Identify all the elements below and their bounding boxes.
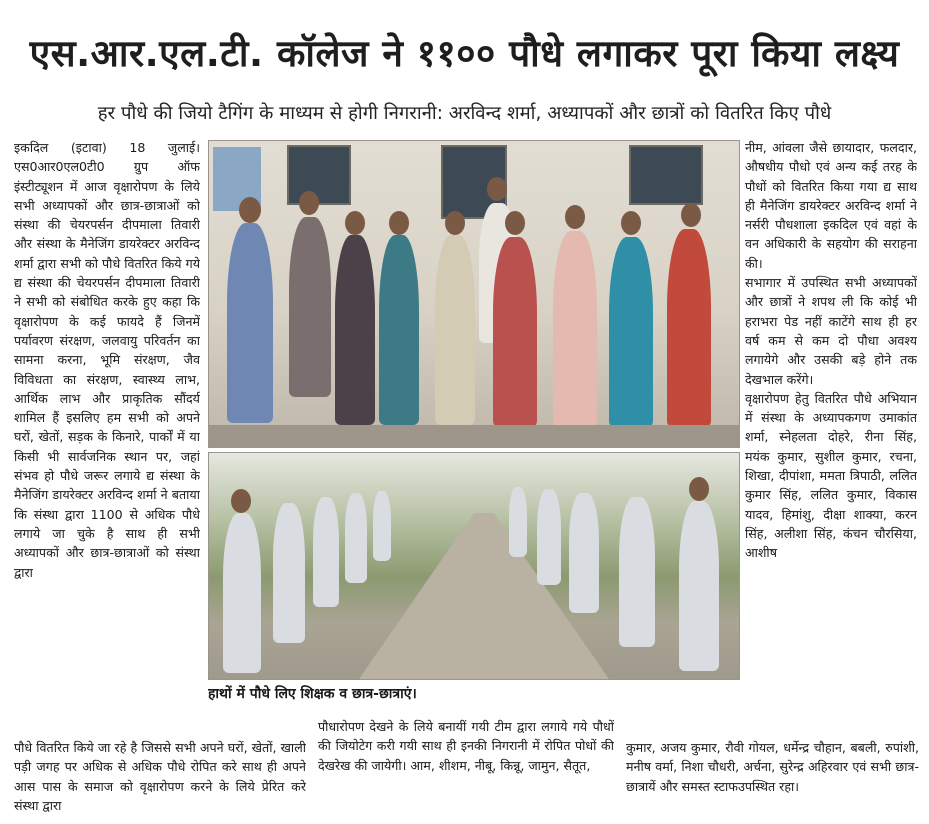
student: [345, 493, 367, 583]
student: [569, 493, 599, 613]
person-head: [681, 203, 701, 227]
person: [335, 235, 375, 425]
subheadline: हर पौधे की जियो टैगिंग के माध्यम से होगी निगरानी: अरविन्द शर्मा, अध्यापकों और छात्रों को वितरित किए पौधे: [97, 103, 832, 124]
person-head: [505, 211, 525, 235]
person: [609, 237, 653, 427]
right-column: [745, 138, 917, 738]
student: [619, 497, 655, 647]
person-head: [445, 211, 465, 235]
right-column-paragraph-3: वृक्षारोपण हेतु वितरित पौधे अभियान में संस्था के अध्यापकगण उमाकांत शर्मा, स्नेहलता दोहरे, रीना सिंह, मयंक कुमार, सुशील कुमार, रचना, शिखा, दीपांशा, ममता त्रिपाठी, ललित कुमार सिंह, ललित कुमार, विकास यादव, हिमांशु, दीक्षा शाक्या, करन सिंह, अलीशा सिंह, कंचन चौरसिया, आशीष: [745, 390, 917, 561]
student: [373, 491, 391, 561]
bottom-left-text: [14, 738, 306, 820]
person: [553, 231, 597, 427]
person: [227, 223, 273, 423]
bottom-left-paragraph: पौधे वितरित किये जा रहे है जिससे सभी अपने घरों, खेतों, खाली पड़ी जगह पर अधिक से अधिक पौधे रोपित करे साथ ही अपने आस पास के समाज को वृक्षारोपण करने के लिये प्रेरित करे संस्था द्वारा: [14, 740, 306, 813]
road-photo: [208, 452, 740, 680]
right-column-paragraph-1: नीम, आंवला जैसे छायादार, फलदार, औषधीय पौधो एवं अन्य कई तरह के पौधों को वितरित किया गया द्य साथ ही मैनेजिंग डायरेक्टर अरविन्द शर्मा ने नर्सरी पौधशाला इकदिल एवं वहां के वन अधिकारी के सहयोग की सराहना की।: [745, 140, 917, 271]
right-column-paragraph-2: सभागार में उपस्थित सभी अध्यापकों और छात्रों ने शपथ ली कि कोई भी हराभरा पेड नहीं काटेंगे साथ ही हर वर्ष कम से कम दो पौधा अवश्य लगायेगे और उसकी बड़े होने तक देखभाल करेंगे।: [745, 275, 917, 387]
person-head: [389, 211, 409, 235]
group-photo: [208, 140, 740, 448]
bottom-middle-paragraph: पौधारोपण देखने के लिये बनायीं गयी टीम द्वारा लगाये गये पौधों की जियोटेग करी गयी साथ ही इनकी निगरानी में रोपित पोधों की देखरेख की जायेगी। आम, शीशम, नीबू, किन्नू, जामुन, सैतूत,: [318, 719, 614, 773]
photo-caption: हाथों में पौधे लिए शिक्षक व छात्र-छात्राएं।: [208, 686, 417, 702]
headline: एस.आर.एल.टी. कॉलेज ने ११०० पौधे लगाकर पूरा किया लक्ष्य: [29, 32, 900, 75]
student: [537, 489, 561, 585]
person: [493, 237, 537, 427]
bottom-right-paragraph: कुमार, अजय कुमार, रौवी गोयल, धर्मेन्द्र चौहान, बबली, रुपांशी, मनीष वर्मा, निशा चौधरी, अर्चना, सुरेन्द्र अहिरवार एवं सभी छात्र-छात्रायें और समस्त स्टाफउपस्थित रहा।: [626, 740, 919, 794]
person-head: [487, 177, 507, 201]
bottom-middle-text: [318, 717, 614, 820]
bottom-right-text: [626, 738, 919, 820]
student: [679, 501, 719, 671]
person-head: [299, 191, 319, 215]
student: [223, 513, 261, 673]
person-head: [565, 205, 585, 229]
floor: [209, 425, 739, 447]
student: [273, 503, 305, 643]
person-head: [239, 197, 261, 223]
window-left: [287, 145, 351, 205]
left-column-text: इकदिल (इटावा) 18 जुलाई। एस0आर0एल0टी0 ग्रुप ऑफ इंस्टीट्यूशन में आज वृक्षारोपण के लिये सभी अध्यापकों और छात्र-छात्राओं को संस्था की चेयरपर्सन दीपमाला तिवारी और संस्था के मैनेजिंग डायरेक्टर अरविन्द शर्मा द्वारा सभी को पौधे वितरित किये गये द्य संस्था की चेयरपर्सन दीपमाला तिवारी ने सभी को संबोधित करके हुए कहा कि वृक्षारोपण के कई फायदे हैं जिनमें पर्यावरण संरक्षण, जलवायु परिवर्तन का सामना करना, भूमि संरक्षण, जैव विविधता का संरक्षण, स्वास्थ्य लाभ, आर्थिक लाभ और प्राकृतिक सौंदर्य शामिल हैं इसलिए हम सभी को अपने घरों, खेतों, सड़क के किनारे, पार्कों में या किसी भी सार्वजनिक स्थान पर, जहां संभव हो पौधे जरूर लगाये द्य संस्था के मैनेजिंग डायरेक्टर अरविन्द शर्मा ने बताया कि संस्था द्वारा 1100 से अधिक पौधे लगाये जा चुके है साथ ही सभी अध्यापकों और छात्र-छात्राओं को संस्था द्वारा: [14, 140, 200, 580]
person: [289, 217, 331, 397]
left-column: [14, 138, 200, 738]
person: [435, 235, 475, 425]
person: [379, 235, 419, 425]
student: [313, 497, 339, 607]
student-head: [689, 477, 709, 501]
window-right: [629, 145, 703, 205]
person-head: [621, 211, 641, 235]
person: [667, 229, 711, 427]
person-head: [345, 211, 365, 235]
student: [509, 487, 527, 557]
student-head: [231, 489, 251, 513]
